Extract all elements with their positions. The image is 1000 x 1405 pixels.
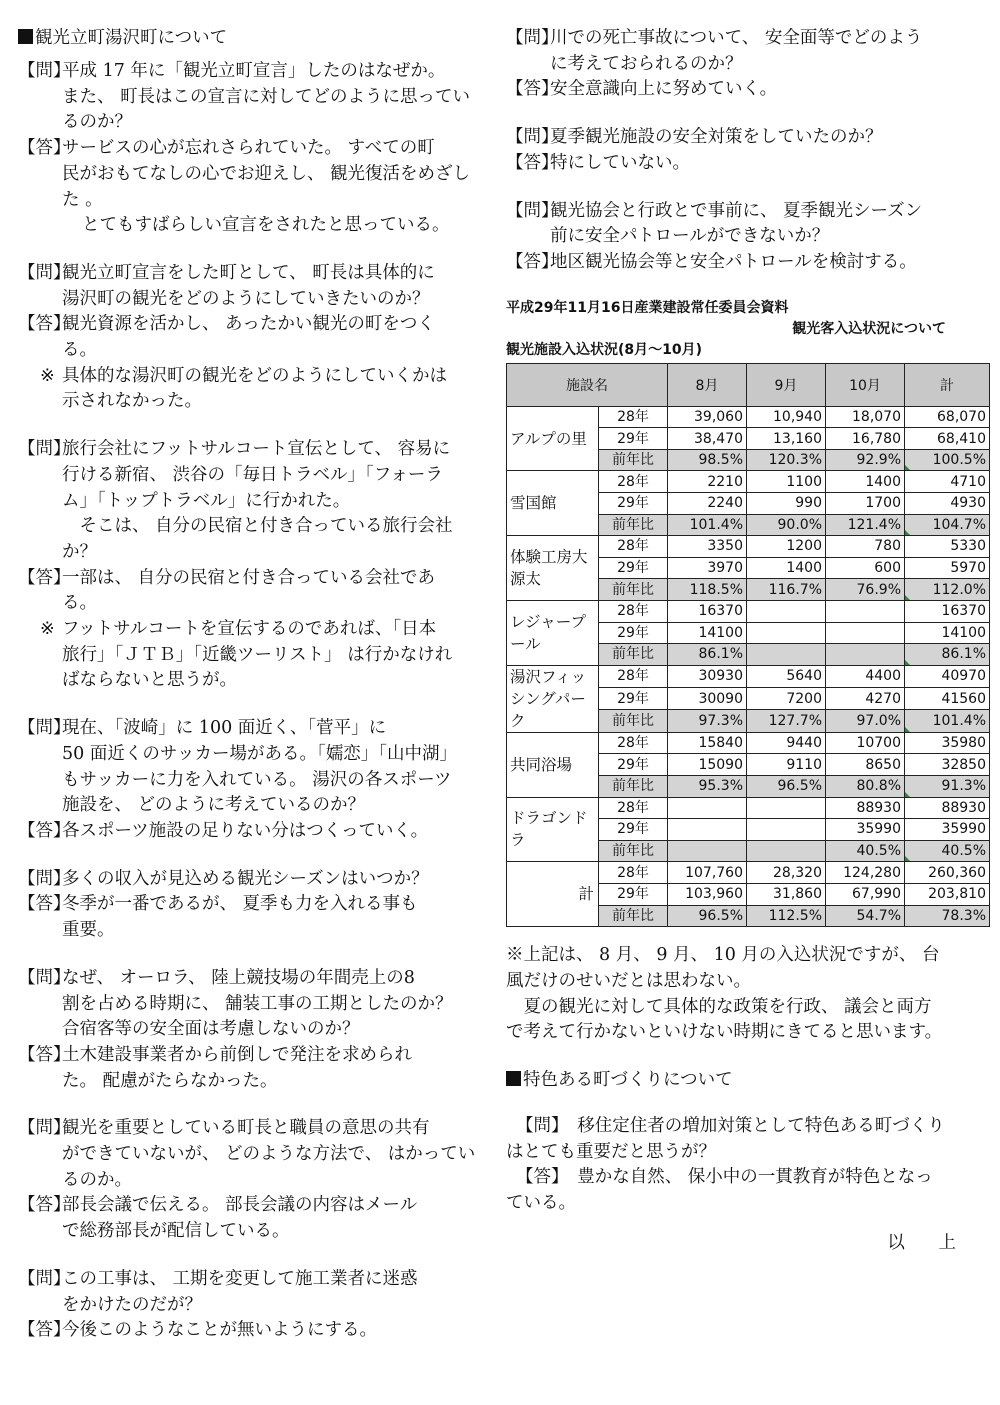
table-cell: 1100: [747, 471, 826, 493]
note-text: フットサルコートを宣伝するのであれば、「日本 旅行」「ＪＴＢ」「近畿ツーリスト」 は行かなけれ ばならないと思うが。: [62, 619, 453, 691]
table-cell: 3350: [668, 536, 747, 558]
table-cell: [747, 819, 826, 841]
answer-label: 【答】: [18, 820, 71, 841]
question: [18, 59, 488, 136]
table-cell: [747, 644, 826, 666]
question: [506, 199, 990, 250]
answer-label: 【答】: [18, 894, 71, 915]
qa-block: [18, 261, 488, 415]
table-cell: 5330: [905, 536, 990, 558]
table-cell: 101.4%: [668, 514, 747, 536]
table-cell: 13,160: [747, 428, 826, 450]
table-cell: 121.4%: [826, 514, 905, 536]
table-cell: 54.7%: [826, 905, 905, 927]
table-cell: 118.5%: [668, 579, 747, 601]
table-caption: 観光施設入込状況(8月～10月): [506, 341, 703, 358]
table-row: [507, 732, 990, 754]
remark-note: [18, 364, 488, 415]
table-cell: [747, 622, 826, 644]
table-cell: 124,280: [826, 862, 905, 884]
qa-block: [18, 1267, 488, 1344]
table-cell: 14100: [905, 622, 990, 644]
question-label: 【問】: [18, 439, 71, 460]
after-note-text: ※上記は、 8 月、 9 月、 10 月の入込状況ですが、 台 風だけのせいだとは思わない。 夏の観光に対して具体的な政策を行政、 議会と両方 で考えて行かないといけない時期にきてると思います。: [506, 945, 943, 1043]
table-cell: 78.3%: [905, 905, 990, 927]
question: [18, 437, 488, 566]
table-cell: 15090: [668, 754, 747, 776]
year-label: 28年: [599, 862, 668, 884]
table-cell: 15840: [668, 732, 747, 754]
remark-note: [18, 617, 488, 694]
question-text: 観光立町宣言をした町として、 町長は具体的に 湯沢町の観光をどのようにしていきたいのか？: [62, 262, 435, 309]
table-cell: 10,940: [747, 406, 826, 428]
year-label: 29年: [599, 557, 668, 579]
answer-label: 【答】: [506, 152, 559, 173]
meeting-title: 平成29年11月16日産業建設常任委員会資料: [506, 299, 789, 316]
year-label: 前年比: [599, 644, 668, 666]
town-planning-qa: [506, 1114, 990, 1217]
year-label: 29年: [599, 428, 668, 450]
table-cell: 3970: [668, 557, 747, 579]
year-label: 前年比: [599, 710, 668, 732]
table-cell: 8650: [826, 754, 905, 776]
answer-label: 【答】: [18, 1195, 71, 1216]
question: [18, 867, 488, 893]
answer-text: サービスの心が忘れさられていた。 すべての町 民がおもてなしの心でお迎えし、 観光復活をめざし た 。: [62, 138, 471, 210]
question: [18, 1116, 488, 1193]
table-cell: 203,810: [905, 883, 990, 905]
qa-block: [506, 125, 990, 176]
table-cell: [747, 600, 826, 622]
table-cell: 120.3%: [747, 449, 826, 471]
facility-name: レジャープール: [507, 600, 599, 665]
table-cell: 92.9%: [826, 449, 905, 471]
table-cell: 95.3%: [668, 775, 747, 797]
question: [506, 125, 990, 151]
table-row: [507, 471, 990, 493]
question-text: 多くの収入が見込める観光シーズンはいつか？: [62, 868, 429, 889]
question-label: 【問】: [18, 967, 71, 988]
qa-block: [18, 716, 488, 845]
answer: [18, 819, 488, 845]
table-cell: 2240: [668, 493, 747, 515]
table-cell: 98.5%: [668, 449, 747, 471]
table-cell: 7200: [747, 688, 826, 710]
table-cell: 16370: [668, 600, 747, 622]
section-heading-tourism: 観光立町湯沢町について: [18, 26, 488, 50]
answer: [18, 1193, 488, 1244]
visitor-stats-table: [506, 363, 990, 927]
table-cell: 2210: [668, 471, 747, 493]
table-cell: 41560: [905, 688, 990, 710]
qa-block: [18, 966, 488, 1095]
year-label: 前年比: [599, 905, 668, 927]
facility-name: 体験工房大源太: [507, 536, 599, 601]
right-column: [506, 26, 990, 1254]
answer-text: 一部は、 自分の民宿と付き合っている会社であ る。: [62, 567, 436, 614]
header-sep: 9月: [747, 363, 826, 406]
table-cell: 104.7%: [905, 514, 990, 536]
question: [18, 966, 488, 1043]
qa-block: [18, 1116, 488, 1245]
table-cell: 35980: [905, 732, 990, 754]
answer-text: 各スポーツ施設の足りない分はつくっていく。: [62, 820, 429, 841]
table-cell: 96.5%: [747, 775, 826, 797]
table-cell: 112.5%: [747, 905, 826, 927]
table-row: [507, 406, 990, 428]
year-label: 29年: [599, 819, 668, 841]
year-label: 前年比: [599, 579, 668, 601]
question-text: 旅行会社にフットサルコート宣伝として、 容易に 行ける新宿、 渋谷の「毎日トラベル」「フォーラ ム」「トップトラベル」に行かれた。 そこは、 自分の民宿と付き合っている旅行会社 か？: [62, 439, 453, 562]
answer-label: 【答】: [506, 79, 559, 100]
question-label: 【問】: [506, 28, 559, 48]
facility-name: アルプの里: [507, 406, 599, 471]
answer-text: 部長会議で伝える。 部長会議の内容はメール で総務部長が配信している。: [62, 1195, 418, 1242]
table-cell: 1700: [826, 493, 905, 515]
table-cell: 260,360: [905, 862, 990, 884]
year-label: 28年: [599, 732, 668, 754]
question-label: 【問】: [506, 200, 559, 221]
table-cell: 100.5%: [905, 449, 990, 471]
header-oct: 10月: [826, 363, 905, 406]
table-cell: 97.0%: [826, 710, 905, 732]
table-cell: 68,410: [905, 428, 990, 450]
table-cell: 91.3%: [905, 775, 990, 797]
table-cell: 4270: [826, 688, 905, 710]
year-label: 29年: [599, 622, 668, 644]
table-cell: 30930: [668, 665, 747, 687]
table-cell: [747, 840, 826, 862]
answer-continuation: とてもすばらしい宣言をされたと思っている。: [82, 215, 450, 236]
answer-text: 冬季が一番であるが、 夏季も力を入れる事も 重要。: [62, 894, 418, 941]
table-cell: 4400: [826, 665, 905, 687]
year-label: 28年: [599, 471, 668, 493]
table-cell: [747, 797, 826, 819]
question: [18, 716, 488, 819]
answer-text: 特にしていない。: [550, 152, 690, 173]
table-cell: 31,860: [747, 883, 826, 905]
table-cell: 88930: [826, 797, 905, 819]
table-cell: 112.0%: [905, 579, 990, 601]
table-cell: [826, 600, 905, 622]
year-label: 29年: [599, 883, 668, 905]
header-total: 計: [905, 363, 990, 406]
header-aug: 8月: [668, 363, 747, 406]
table-cell: 127.7%: [747, 710, 826, 732]
qa-block: [506, 26, 990, 103]
answer-text: 地区観光協会等と安全パトロールを検討する。: [550, 251, 917, 272]
table-cell: 80.8%: [826, 775, 905, 797]
answer-text: 安全意識向上に努めていく。: [550, 79, 778, 100]
year-label: 28年: [599, 600, 668, 622]
table-cell: [668, 819, 747, 841]
answer: [18, 312, 488, 363]
qa-block: [506, 199, 990, 276]
table-cell: [826, 644, 905, 666]
table-cell: 1200: [747, 536, 826, 558]
qa-block: [18, 437, 488, 694]
table-cell: 32850: [905, 754, 990, 776]
table-cell: 67,990: [826, 883, 905, 905]
table-cell: 10700: [826, 732, 905, 754]
table-cell: 990: [747, 493, 826, 515]
table-cell: [668, 797, 747, 819]
table-row: [507, 665, 990, 687]
year-label: 前年比: [599, 449, 668, 471]
table-header-row: [507, 363, 990, 406]
facility-name: ドラゴンドラ: [507, 797, 599, 862]
table-cell: 39,060: [668, 406, 747, 428]
qa2-question: 【問】 移住定住者の増加対策として特色ある町づくり はとても重要だと思うが？: [506, 1115, 945, 1162]
year-label: 28年: [599, 665, 668, 687]
question-text: この工事は、 工期を変更して施工業者に迷惑 をかけたのだが？: [62, 1268, 418, 1315]
table-cell: 35990: [826, 819, 905, 841]
question-label: 【問】: [18, 61, 71, 81]
left-column: [18, 26, 488, 1366]
answer-label: 【答】: [18, 1320, 71, 1341]
question-text: 観光を重要としている町長と職員の意思の共有 ができていないが、 どのような方法で、 はかってい るのか。: [62, 1118, 476, 1190]
qa-block: [18, 867, 488, 944]
table-cell: 40.5%: [905, 840, 990, 862]
table-cell: 88930: [905, 797, 990, 819]
table-cell: 600: [826, 557, 905, 579]
section-heading-town-planning: 特色ある町づくりについて: [506, 1068, 990, 1092]
qa-block: [18, 59, 488, 239]
answer: [18, 566, 488, 617]
question-text: なぜ、 オーロラ、 陸上競技場の年間売上の8 割を占める時期に、 舗装工事の工期としたのか？ 合宿客等の安全面は考慮しないのか？: [62, 967, 453, 1040]
table-cell: 780: [826, 536, 905, 558]
answer-label: 【答】: [506, 251, 559, 272]
black-square-bullet-icon: [18, 29, 33, 44]
table-cell: 4710: [905, 471, 990, 493]
table-cell: 1400: [826, 471, 905, 493]
facility-name: 湯沢フィッシングパーク: [507, 665, 599, 732]
table-cell: 16,780: [826, 428, 905, 450]
question: [18, 261, 488, 312]
question-text: 現在、「波崎」に 100 面近く、「菅平」に 50 面近くのサッカー場がある。「嬬恋」「山中湖」 もサッカーに力を入れている。 湯沢の各スポーツ 施設を、 どのように考えているのか？: [62, 718, 457, 816]
answer: [18, 1318, 488, 1344]
facility-name: 計: [507, 862, 599, 927]
table-row: [507, 862, 990, 884]
meeting-subtitle: 観光客入込状況について: [792, 320, 946, 337]
table-row: [507, 536, 990, 558]
table-cell: 101.4%: [905, 710, 990, 732]
question-label: 【問】: [18, 1118, 71, 1139]
answer: [506, 250, 990, 276]
table-cell: 28,320: [747, 862, 826, 884]
table-body: [507, 406, 990, 926]
answer: [18, 1043, 488, 1094]
meeting-header: [506, 298, 990, 361]
table-cell: 4930: [905, 493, 990, 515]
table-cell: 90.0%: [747, 514, 826, 536]
question-label: 【問】: [18, 262, 71, 283]
question-label: 【問】: [506, 127, 559, 148]
table-row: [507, 600, 990, 622]
year-label: 28年: [599, 797, 668, 819]
table-cell: 116.7%: [747, 579, 826, 601]
question: [506, 26, 990, 77]
table-cell: 96.5%: [668, 905, 747, 927]
question: [18, 1267, 488, 1318]
year-label: 29年: [599, 688, 668, 710]
answer-text: 土木建設事業者から前倒しで発注を求められ た。 配慮がたらなかった。: [62, 1044, 412, 1091]
table-cell: 86.1%: [668, 644, 747, 666]
note-text: 具体的な湯沢町の観光をどのようにしていくかは 示されなかった。: [62, 365, 447, 412]
question-text: 観光協会と行政とで事前に、 夏季観光シーズン 前に安全パトロールができないか？: [550, 200, 923, 247]
answer-label: 【答】: [18, 314, 71, 335]
year-label: 29年: [599, 493, 668, 515]
table-cell: 14100: [668, 622, 747, 644]
answer: [18, 892, 488, 943]
table-cell: 18,070: [826, 406, 905, 428]
year-label: 28年: [599, 536, 668, 558]
table-cell: 5640: [747, 665, 826, 687]
after-table-note: [506, 943, 990, 1046]
black-square-bullet-icon: [506, 1071, 521, 1086]
table-cell: 107,760: [668, 862, 747, 884]
answer: [506, 77, 990, 103]
answer: [506, 151, 990, 177]
question-text: 夏季観光施設の安全対策をしていたのか？: [550, 127, 883, 148]
right-qa-list: [506, 26, 990, 276]
table-cell: 1400: [747, 557, 826, 579]
table-row: [507, 797, 990, 819]
year-label: 前年比: [599, 514, 668, 536]
table-cell: 40970: [905, 665, 990, 687]
table-cell: [668, 840, 747, 862]
table-cell: 30090: [668, 688, 747, 710]
year-label: 28年: [599, 406, 668, 428]
table-cell: 35990: [905, 819, 990, 841]
note-mark: ※: [40, 365, 55, 386]
answer-label: 【答】: [18, 567, 71, 588]
question-label: 【問】: [18, 868, 71, 889]
answer-label: 【答】: [18, 1044, 71, 1065]
answer: [18, 136, 488, 213]
question-label: 【問】: [18, 1268, 71, 1289]
answer-text: 今後このようなことが無いようにする。: [62, 1320, 377, 1341]
table-cell: 86.1%: [905, 644, 990, 666]
qa2-answer: 【答】 豊かな自然、 保小中の一貫教育が特色となっ ている。: [506, 1167, 933, 1214]
year-label: 前年比: [599, 840, 668, 862]
left-qa-list: [18, 59, 488, 1344]
question-label: 【問】: [18, 718, 71, 739]
year-label: 前年比: [599, 775, 668, 797]
question-text: 川での死亡事故について、 安全面等でどのよう に考えておられるのか？: [550, 28, 923, 74]
table-cell: [826, 622, 905, 644]
table-cell: 9110: [747, 754, 826, 776]
note-mark: ※: [40, 619, 55, 640]
header-facility: 施設名: [507, 363, 668, 406]
table-cell: 76.9%: [826, 579, 905, 601]
table-cell: 5970: [905, 557, 990, 579]
table-cell: 16370: [905, 600, 990, 622]
question-text: 平成 17 年に「観光立町宣言」したのはなぜか。 また、 町長はこの宣言に対してどのように思ってい るのか？: [62, 61, 471, 133]
answer-label: 【答】: [18, 138, 71, 159]
table-cell: 9440: [747, 732, 826, 754]
facility-name: 雪国館: [507, 471, 599, 536]
table-cell: 40.5%: [826, 840, 905, 862]
answer-text: 観光資源を活かし、 あったかい観光の町をつく る。: [62, 314, 435, 361]
table-cell: 97.3%: [668, 710, 747, 732]
year-label: 29年: [599, 754, 668, 776]
facility-name: 共同浴場: [507, 732, 599, 797]
closing-mark: 以 上: [887, 1232, 970, 1253]
table-cell: 68,070: [905, 406, 990, 428]
table-cell: 38,470: [668, 428, 747, 450]
table-cell: 103,960: [668, 883, 747, 905]
